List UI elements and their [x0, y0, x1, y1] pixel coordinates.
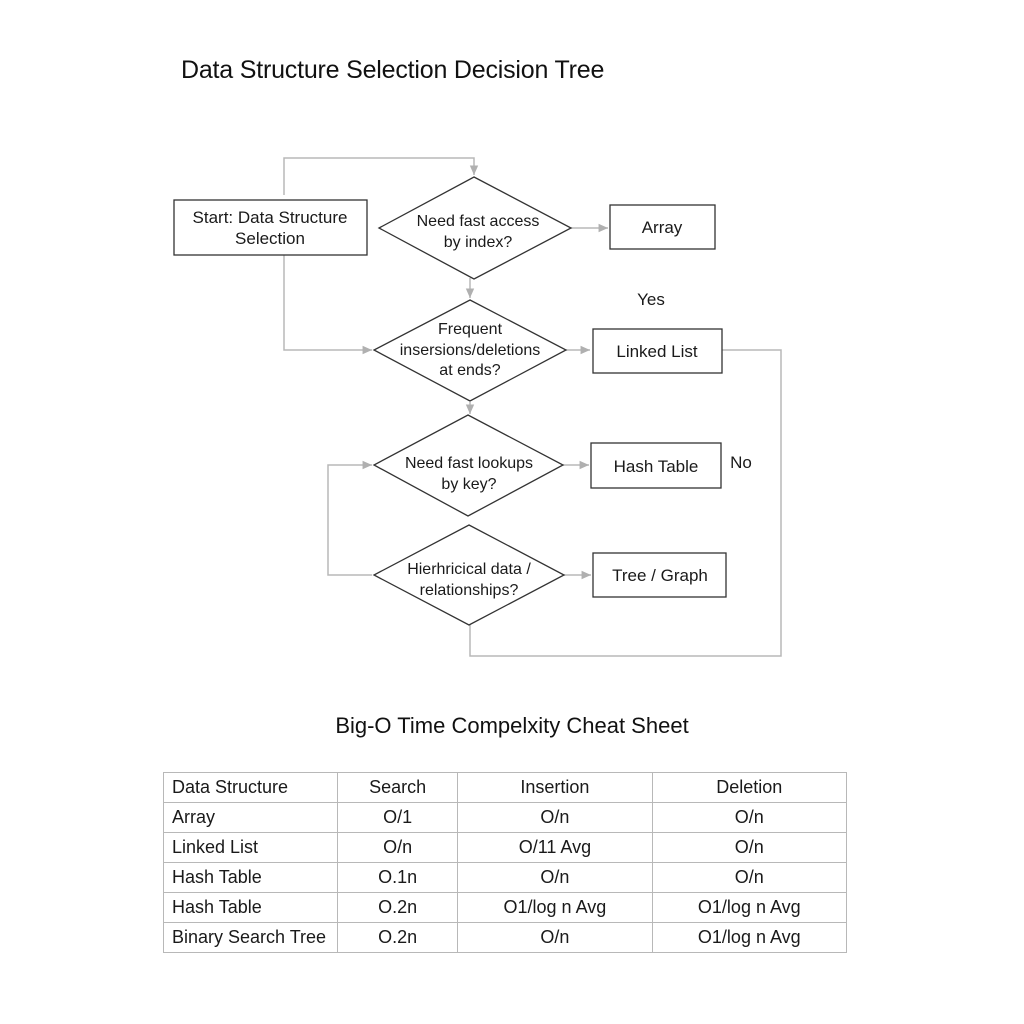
decision-2-line-1: Frequent — [437, 321, 503, 338]
yes-label: Yes — [637, 290, 665, 309]
connector-left-loop — [328, 465, 372, 575]
table-cell: O/n — [652, 803, 846, 833]
table-cell: O/n — [458, 863, 652, 893]
table-cell: O/n — [652, 833, 846, 863]
table-cell: O1/log n Avg — [652, 923, 846, 953]
result-hash-table-label: Hash Table — [613, 457, 699, 476]
table-cell: O1/log n Avg — [458, 893, 652, 923]
table-cell: Linked List — [164, 833, 338, 863]
result-array — [610, 205, 715, 249]
table-cell: O.2n — [338, 893, 458, 923]
result-hash-table — [591, 443, 721, 488]
decision-1-line-2: by index? — [443, 234, 513, 251]
start-node-line-1: Start: Data Structure — [192, 208, 348, 227]
connector-loop-top — [284, 158, 474, 195]
decision-3-line-1: Need fast lookups — [404, 455, 534, 472]
table-cell: Binary Search Tree — [164, 923, 338, 953]
table-cell: O/n — [652, 863, 846, 893]
result-linked-list-label: Linked List — [616, 342, 698, 361]
table-cell: O/n — [458, 923, 652, 953]
table-row — [164, 863, 847, 893]
table-row — [164, 833, 847, 863]
table-cell: O.1n — [338, 863, 458, 893]
decision-4-line-1: Hierhricical data / — [407, 561, 531, 578]
table-cell: O/n — [458, 803, 652, 833]
decision-hierarchical-data — [374, 525, 564, 625]
table-cell: O/n — [338, 833, 458, 863]
table-cell: Hash Table — [164, 863, 338, 893]
column-header: Search — [338, 773, 458, 803]
table-row — [164, 893, 847, 923]
connector-right-loop — [470, 350, 781, 656]
decision-fast-access — [379, 177, 571, 279]
table-cell: Array — [164, 803, 338, 833]
no-label: No — [730, 453, 752, 472]
result-linked-list — [593, 329, 722, 373]
decision-1-line-1: Need fast access — [416, 213, 540, 230]
diagram-title: Data Structure Selection Decision Tree — [181, 56, 605, 84]
decision-2-line-2: insersions/deletions — [399, 342, 541, 359]
table-cell: Hash Table — [164, 893, 338, 923]
column-header: Data Structure — [164, 773, 338, 803]
decision-3-line-2: by key? — [441, 476, 497, 493]
start-node — [174, 200, 367, 255]
table-row — [164, 803, 847, 833]
table-cell: O/1 — [338, 803, 458, 833]
result-tree-graph — [593, 553, 726, 597]
result-tree-graph-label: Tree / Graph — [612, 566, 708, 585]
column-header: Insertion — [458, 773, 652, 803]
table-cell: O.2n — [338, 923, 458, 953]
result-array-label: Array — [641, 218, 683, 237]
decision-2-line-3: at ends? — [439, 362, 501, 379]
decision-fast-lookups — [374, 415, 563, 516]
connector-start-to-decision-2 — [284, 255, 372, 350]
column-header: Deletion — [652, 773, 846, 803]
table-header-row — [164, 773, 847, 803]
start-node-line-2: Selection — [235, 229, 305, 248]
table-row — [164, 923, 847, 953]
cheat-sheet-title: Big-O Time Compelxity Cheat Sheet — [335, 713, 689, 738]
complexity-table — [163, 772, 847, 953]
table-cell: O/11 Avg — [458, 833, 652, 863]
table-cell: O1/log n Avg — [652, 893, 846, 923]
decision-insertions-deletions — [374, 300, 566, 401]
decision-4-line-2: relationships? — [419, 582, 519, 599]
